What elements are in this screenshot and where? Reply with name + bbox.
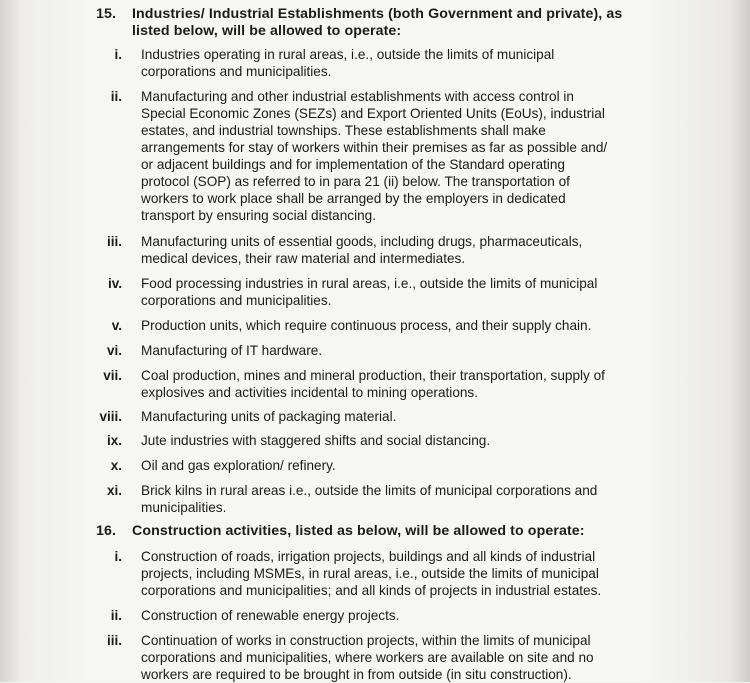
item-numeral: v. xyxy=(111,318,122,333)
item-line: Manufacturing units of essential goods, including drugs, pharmaceuticals, xyxy=(141,234,583,249)
item-numeral: ii. xyxy=(110,89,122,104)
item-line: or adjacent buildings and for implementation of the Standard operating xyxy=(141,157,565,172)
item-numeral: ii. xyxy=(110,608,122,623)
page-shadow-right xyxy=(728,0,750,682)
item-line: Oil and gas exploration/ refinery. xyxy=(141,458,336,473)
item-numeral: iv. xyxy=(107,276,122,291)
item-line: Brick kilns in rural areas i.e., outside the limits of municipal corporations and xyxy=(141,483,598,498)
item-line: protocol (SOP) as referred to in para 21 (ii) below. The transportation of xyxy=(141,174,570,189)
section-heading-line: Industries/ Industrial Establishments (both Government and private), as xyxy=(132,6,623,22)
item-line: corporations and municipalities. xyxy=(141,293,332,308)
item-line: transport by ensuring social distancing. xyxy=(141,208,376,223)
item-numeral: i. xyxy=(114,47,122,62)
item-line: Special Economic Zones (SEZs) and Export Oriented Units (EoUs), industrial xyxy=(141,106,605,121)
item-line: Construction of renewable energy projects. xyxy=(141,608,400,623)
item-line: Food processing industries in rural areas, i.e., outside the limits of municipal xyxy=(141,276,598,291)
item-line: medical devices, their raw material and intermediates. xyxy=(141,251,466,266)
section-number: 16. xyxy=(96,523,117,539)
item-numeral: xi. xyxy=(106,483,122,498)
section-number: 15. xyxy=(96,6,117,22)
item-line: explosives and activities incidental to mining operations. xyxy=(141,385,479,400)
section-heading-line: Construction activities, listed as below, will be allowed to operate: xyxy=(132,523,585,539)
item-numeral: iii. xyxy=(106,633,122,648)
item-line: Production units, which require continuous process, and their supply chain. xyxy=(141,318,592,333)
item-line: municipalities. xyxy=(141,500,227,515)
section-heading-line: listed below, will be allowed to operate: xyxy=(132,23,402,39)
item-numeral: vi. xyxy=(106,343,122,358)
item-line: arrangements for stay of workers within their premises as far as possible and/ xyxy=(141,140,608,155)
item-line: corporations and municipalities, where workers are available on site and no xyxy=(141,650,594,665)
item-line: Construction of roads, irrigation projects, buildings and all kinds of industrial xyxy=(141,549,596,564)
item-numeral: i. xyxy=(114,549,122,564)
item-numeral: vii. xyxy=(103,368,122,383)
item-line: workers are required to be brought in from outside (in situ construction). xyxy=(141,667,572,682)
item-line: Jute industries with staggered shifts and social distancing. xyxy=(141,433,491,448)
item-line: Industries operating in rural areas, i.e., outside the limits of municipal xyxy=(141,47,555,62)
item-line: Manufacturing and other industrial establishments with access control in xyxy=(141,89,574,104)
item-line: projects, including MSMEs, in rural areas, i.e., outside the limits of municipal xyxy=(141,566,599,581)
item-line: workers to work place shall be arranged by the employers in dedicated xyxy=(141,191,566,206)
item-line: Coal production, mines and mineral production, their transportation, supply of xyxy=(141,368,605,383)
item-line: estates, and industrial townships. These establishments shall make xyxy=(141,123,546,138)
item-numeral: viii. xyxy=(99,409,122,424)
item-line: corporations and municipalities. xyxy=(141,64,332,79)
item-line: Manufacturing units of packaging material. xyxy=(141,409,397,424)
item-line: Continuation of works in construction projects, within the limits of municipal xyxy=(141,633,591,648)
item-numeral: x. xyxy=(110,458,122,473)
item-numeral: iii. xyxy=(106,234,122,249)
item-line: corporations and municipalities; and all kinds of projects in industrial estates. xyxy=(141,583,602,598)
item-numeral: ix. xyxy=(106,433,122,448)
item-line: Manufacturing of IT hardware. xyxy=(141,343,323,358)
